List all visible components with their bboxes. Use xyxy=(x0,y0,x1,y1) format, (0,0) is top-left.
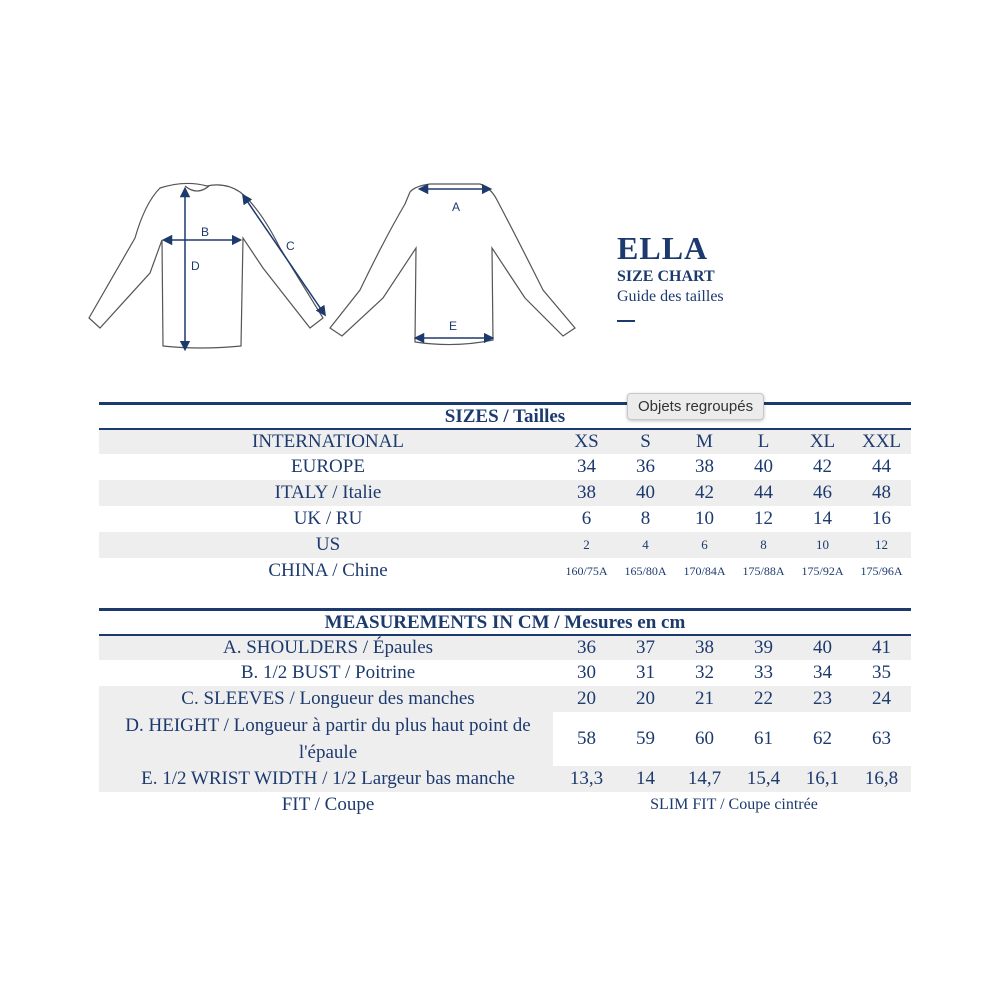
front-view-shirt xyxy=(89,183,323,348)
table-row: US 2 4 6 8 10 12 xyxy=(99,532,911,558)
measure-label-d: D xyxy=(191,259,200,273)
measure-label-a: A xyxy=(452,200,461,214)
divider-dash xyxy=(617,320,635,322)
fit-value: SLIM FIT / Coupe cintrée xyxy=(650,796,818,813)
measure-label-b: B xyxy=(201,225,210,239)
fit-label: FIT / Coupe xyxy=(281,794,375,815)
measure-label-c: C xyxy=(286,239,295,253)
table-row: INTERNATIONAL XS S M L XL XXL xyxy=(99,430,911,454)
product-title: ELLA xyxy=(617,230,709,266)
measurements-table xyxy=(99,608,911,818)
sizes-heading: SIZES / Tailles xyxy=(444,406,566,427)
product-subtitle: SIZE CHART xyxy=(617,268,715,285)
brand-block xyxy=(617,230,724,322)
table-row: UK / RU 6 8 10 12 14 16 xyxy=(293,508,891,529)
garment-diagram xyxy=(85,178,580,353)
measure-label-e: E xyxy=(449,319,458,333)
table-row: EUROPE 34 36 38 40 42 44 xyxy=(291,456,891,477)
table-row: CHINA / Chine 160/75A 165/80A 170/84A 175/88A 175/92A 175/96A xyxy=(268,560,903,581)
table-row: C. SLEEVES / Longueur des manches 20 20 21 22 23 24 xyxy=(99,686,911,712)
product-subtitle-fr: Guide des tailles xyxy=(617,288,724,305)
table-row: A. SHOULDERS / Épaules 36 37 38 39 40 41 xyxy=(99,636,911,660)
table-row: E. 1/2 WRIST WIDTH / 1/2 Largeur bas manche 13,3 14 14,7 15,4 16,1 16,8 xyxy=(99,766,911,792)
grouped-objects-tooltip: Objets regroupés xyxy=(627,393,764,420)
table-row: D. HEIGHT / Longueur à partir du plus haut point de l'épaule 58 59 60 61 62 63 xyxy=(99,712,911,766)
table-row: B. 1/2 BUST / Poitrine 30 31 32 33 34 35 xyxy=(240,662,891,683)
table-row: ITALY / Italie 38 40 42 44 46 48 xyxy=(99,480,911,506)
fit-row xyxy=(99,792,911,818)
measurements-heading: MEASUREMENTS IN CM / Mesures en cm xyxy=(324,612,686,633)
sizes-table xyxy=(99,402,911,584)
